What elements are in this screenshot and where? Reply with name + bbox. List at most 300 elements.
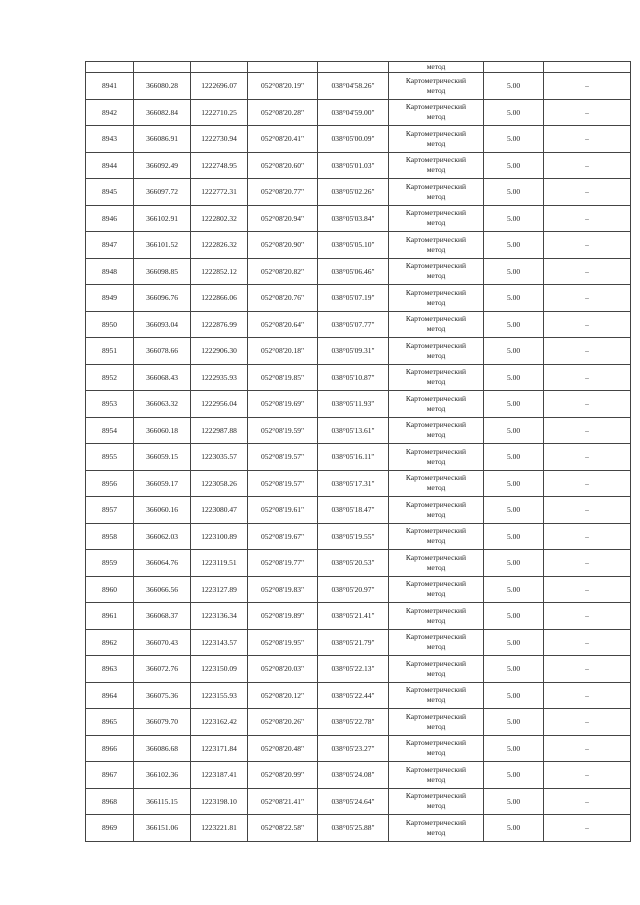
method-line1: Картометрический xyxy=(405,446,467,456)
table-row xyxy=(86,285,631,312)
cell-x: 366097.72 xyxy=(134,179,191,206)
method-line1: Картометрический xyxy=(405,791,467,801)
cell-latitude: 052°08'20.48" xyxy=(248,735,318,762)
method-line1: Картометрический xyxy=(405,605,467,615)
cell-method xyxy=(389,258,484,285)
cell-note: – xyxy=(544,152,631,179)
cell-longitude: 038°04'59.00" xyxy=(318,99,389,126)
cell-point-number: 8959 xyxy=(86,550,134,577)
cell-accuracy: 5.00 xyxy=(484,258,544,285)
cell-x: 366102.36 xyxy=(134,762,191,789)
cell-y: 1222852.12 xyxy=(191,258,248,285)
cell-longitude: 038°05'25.88" xyxy=(318,815,389,842)
cell-point-number: 8946 xyxy=(86,205,134,232)
cell-longitude: 038°05'11.93" xyxy=(318,391,389,418)
method-line1: Картометрический xyxy=(405,526,467,536)
cell-accuracy: 5.00 xyxy=(484,709,544,736)
cell-note: – xyxy=(544,364,631,391)
cell-method xyxy=(389,815,484,842)
cell-longitude: 038°05'23.27" xyxy=(318,735,389,762)
cell-y: 1222987.88 xyxy=(191,417,248,444)
method-line1: Картометрический xyxy=(405,340,467,350)
cell-x: 366075.36 xyxy=(134,682,191,709)
cell-accuracy: 5.00 xyxy=(484,523,544,550)
cell-x: 366059.15 xyxy=(134,444,191,471)
cell-note: – xyxy=(544,285,631,312)
method-line2: метод xyxy=(426,483,446,493)
cell-point-number: 8952 xyxy=(86,364,134,391)
cell-y: 1223171.84 xyxy=(191,735,248,762)
method-line2: метод xyxy=(426,350,446,360)
cell-longitude: 038°05'00.09" xyxy=(318,126,389,153)
cell-accuracy: 5.00 xyxy=(484,179,544,206)
cell-x: 366096.76 xyxy=(134,285,191,312)
cell-note: – xyxy=(544,762,631,789)
cell-note: – xyxy=(544,258,631,285)
cell-longitude: 038°05'21.79" xyxy=(318,629,389,656)
cell-note: – xyxy=(544,205,631,232)
cell-latitude: 052°08'19.83" xyxy=(248,576,318,603)
cell-method xyxy=(389,417,484,444)
table-row xyxy=(86,73,631,100)
cell-y: 1222866.06 xyxy=(191,285,248,312)
cell-note: – xyxy=(544,709,631,736)
cell-empty xyxy=(544,62,631,73)
cell-method xyxy=(389,391,484,418)
method-line1: Картометрический xyxy=(405,738,467,748)
cell-note: – xyxy=(544,232,631,259)
cell-method-tail: метод xyxy=(389,62,484,73)
cell-accuracy: 5.00 xyxy=(484,735,544,762)
cell-note: – xyxy=(544,391,631,418)
cell-accuracy: 5.00 xyxy=(484,126,544,153)
cell-y: 1222876.99 xyxy=(191,311,248,338)
cell-longitude: 038°05'02.26" xyxy=(318,179,389,206)
cell-latitude: 052°08'20.12" xyxy=(248,682,318,709)
cell-method xyxy=(389,205,484,232)
cell-latitude: 052°08'19.77" xyxy=(248,550,318,577)
cell-accuracy: 5.00 xyxy=(484,338,544,365)
method-line2: метод xyxy=(426,695,446,705)
continued-row xyxy=(86,62,631,73)
cell-y: 1223035.57 xyxy=(191,444,248,471)
cell-y: 1223187.41 xyxy=(191,762,248,789)
cell-longitude: 038°05'16.11" xyxy=(318,444,389,471)
cell-accuracy: 5.00 xyxy=(484,470,544,497)
cell-x: 366068.37 xyxy=(134,603,191,630)
cell-longitude: 038°05'22.13" xyxy=(318,656,389,683)
cell-note: – xyxy=(544,311,631,338)
cell-point-number: 8964 xyxy=(86,682,134,709)
method-line2: метод xyxy=(426,748,446,758)
cell-method xyxy=(389,497,484,524)
cell-longitude: 038°05'22.78" xyxy=(318,709,389,736)
cell-method xyxy=(389,576,484,603)
cell-accuracy: 5.00 xyxy=(484,788,544,815)
cell-x: 366115.15 xyxy=(134,788,191,815)
table-row xyxy=(86,735,631,762)
cell-empty xyxy=(484,62,544,73)
cell-point-number: 8958 xyxy=(86,523,134,550)
table-row xyxy=(86,444,631,471)
cell-x: 366101.52 xyxy=(134,232,191,259)
cell-note: – xyxy=(544,550,631,577)
cell-longitude: 038°05'01.03" xyxy=(318,152,389,179)
method-line2: метод xyxy=(426,456,446,466)
cell-note: – xyxy=(544,338,631,365)
cell-note: – xyxy=(544,682,631,709)
cell-x: 366098.85 xyxy=(134,258,191,285)
cell-method xyxy=(389,73,484,100)
cell-method xyxy=(389,364,484,391)
cell-accuracy: 5.00 xyxy=(484,285,544,312)
cell-longitude: 038°05'22.44" xyxy=(318,682,389,709)
cell-x: 366151.06 xyxy=(134,815,191,842)
method-line1: Картометрический xyxy=(405,817,467,827)
cell-note: – xyxy=(544,497,631,524)
cell-longitude: 038°05'24.64" xyxy=(318,788,389,815)
cell-note: – xyxy=(544,99,631,126)
cell-latitude: 052°08'20.28" xyxy=(248,99,318,126)
cell-point-number: 8943 xyxy=(86,126,134,153)
method-line2: метод xyxy=(426,509,446,519)
cell-point-number: 8968 xyxy=(86,788,134,815)
cell-longitude: 038°05'07.77" xyxy=(318,311,389,338)
cell-point-number: 8969 xyxy=(86,815,134,842)
cell-method xyxy=(389,550,484,577)
cell-longitude: 038°05'24.08" xyxy=(318,762,389,789)
cell-x: 366066.56 xyxy=(134,576,191,603)
method-line2: метод xyxy=(426,85,446,95)
cell-latitude: 052°08'20.82" xyxy=(248,258,318,285)
table-row xyxy=(86,152,631,179)
method-line2: метод xyxy=(426,324,446,334)
table-row xyxy=(86,126,631,153)
method-line1: Картометрический xyxy=(405,499,467,509)
table-row xyxy=(86,656,631,683)
cell-x: 366070.43 xyxy=(134,629,191,656)
cell-y: 1222748.95 xyxy=(191,152,248,179)
cell-note: – xyxy=(544,656,631,683)
cell-y: 1223162.42 xyxy=(191,709,248,736)
table-row xyxy=(86,788,631,815)
method-line1: Картометрический xyxy=(405,711,467,721)
cell-note: – xyxy=(544,73,631,100)
cell-accuracy: 5.00 xyxy=(484,232,544,259)
cell-empty xyxy=(134,62,191,73)
cell-method xyxy=(389,99,484,126)
method-line1: Картометрический xyxy=(405,234,467,244)
cell-point-number: 8962 xyxy=(86,629,134,656)
cell-point-number: 8949 xyxy=(86,285,134,312)
table-row xyxy=(86,603,631,630)
cell-longitude: 038°04'58.26" xyxy=(318,73,389,100)
cell-x: 366060.16 xyxy=(134,497,191,524)
cell-y: 1223150.09 xyxy=(191,656,248,683)
cell-y: 1222696.07 xyxy=(191,73,248,100)
cell-y: 1223198.10 xyxy=(191,788,248,815)
method-line2: метод xyxy=(426,827,446,837)
method-line2: метод xyxy=(426,801,446,811)
cell-latitude: 052°08'20.41" xyxy=(248,126,318,153)
cell-latitude: 052°08'20.60" xyxy=(248,152,318,179)
cell-latitude: 052°08'19.85" xyxy=(248,364,318,391)
cell-x: 366086.68 xyxy=(134,735,191,762)
cell-y: 1222802.32 xyxy=(191,205,248,232)
cell-point-number: 8951 xyxy=(86,338,134,365)
table-row xyxy=(86,470,631,497)
cell-latitude: 052°08'19.67" xyxy=(248,523,318,550)
method-line2: метод xyxy=(426,615,446,625)
cell-method xyxy=(389,656,484,683)
cell-longitude: 038°05'20.97" xyxy=(318,576,389,603)
cell-note: – xyxy=(544,126,631,153)
cell-method xyxy=(389,311,484,338)
cell-point-number: 8954 xyxy=(86,417,134,444)
cell-latitude: 052°08'21.41" xyxy=(248,788,318,815)
cell-method xyxy=(389,629,484,656)
method-line2: метод xyxy=(426,138,446,148)
cell-point-number: 8955 xyxy=(86,444,134,471)
cell-longitude: 038°05'13.61" xyxy=(318,417,389,444)
cell-point-number: 8961 xyxy=(86,603,134,630)
cell-y: 1222906.30 xyxy=(191,338,248,365)
method-line2: метод xyxy=(426,165,446,175)
method-line1: Картометрический xyxy=(405,75,467,85)
cell-latitude: 052°08'20.19" xyxy=(248,73,318,100)
method-line2: метод xyxy=(426,271,446,281)
method-line1: Картометрический xyxy=(405,420,467,430)
method-line1: Картометрический xyxy=(405,473,467,483)
method-line1: Картометрический xyxy=(405,208,467,218)
cell-longitude: 038°05'19.55" xyxy=(318,523,389,550)
cell-method xyxy=(389,735,484,762)
cell-note: – xyxy=(544,629,631,656)
cell-accuracy: 5.00 xyxy=(484,497,544,524)
cell-note: – xyxy=(544,735,631,762)
cell-point-number: 8948 xyxy=(86,258,134,285)
cell-empty xyxy=(318,62,389,73)
method-line1: Картометрический xyxy=(405,287,467,297)
cell-x: 366086.91 xyxy=(134,126,191,153)
table-row xyxy=(86,99,631,126)
method-line1: Картометрический xyxy=(405,314,467,324)
cell-method xyxy=(389,709,484,736)
cell-method xyxy=(389,682,484,709)
cell-accuracy: 5.00 xyxy=(484,311,544,338)
cell-y: 1222710.25 xyxy=(191,99,248,126)
cell-note: – xyxy=(544,444,631,471)
cell-note: – xyxy=(544,815,631,842)
cell-point-number: 8947 xyxy=(86,232,134,259)
cell-accuracy: 5.00 xyxy=(484,629,544,656)
table-row xyxy=(86,205,631,232)
cell-y: 1223127.89 xyxy=(191,576,248,603)
cell-latitude: 052°08'19.57" xyxy=(248,470,318,497)
cell-latitude: 052°08'20.99" xyxy=(248,762,318,789)
cell-y: 1223221.81 xyxy=(191,815,248,842)
cell-accuracy: 5.00 xyxy=(484,550,544,577)
cell-accuracy: 5.00 xyxy=(484,391,544,418)
cell-x: 366060.18 xyxy=(134,417,191,444)
cell-accuracy: 5.00 xyxy=(484,682,544,709)
cell-y: 1223080.47 xyxy=(191,497,248,524)
method-line1: Картометрический xyxy=(405,632,467,642)
cell-latitude: 052°08'20.03" xyxy=(248,656,318,683)
cell-x: 366068.43 xyxy=(134,364,191,391)
cell-point-number: 8960 xyxy=(86,576,134,603)
method-line2: метод xyxy=(426,642,446,652)
method-line2: метод xyxy=(426,244,446,254)
cell-point-number: 8967 xyxy=(86,762,134,789)
table-row xyxy=(86,311,631,338)
cell-note: – xyxy=(544,523,631,550)
cell-accuracy: 5.00 xyxy=(484,815,544,842)
cell-point-number: 8941 xyxy=(86,73,134,100)
cell-latitude: 052°08'20.26" xyxy=(248,709,318,736)
cell-point-number: 8950 xyxy=(86,311,134,338)
cell-note: – xyxy=(544,417,631,444)
method-line2: метод xyxy=(426,191,446,201)
cell-y: 1223100.89 xyxy=(191,523,248,550)
method-line2: метод xyxy=(426,112,446,122)
cell-method xyxy=(389,470,484,497)
method-line1: Картометрический xyxy=(405,393,467,403)
cell-y: 1223155.93 xyxy=(191,682,248,709)
cell-latitude: 052°08'19.69" xyxy=(248,391,318,418)
cell-method xyxy=(389,603,484,630)
cell-y: 1222956.04 xyxy=(191,391,248,418)
cell-y: 1223136.34 xyxy=(191,603,248,630)
cell-latitude: 052°08'20.77" xyxy=(248,179,318,206)
cell-accuracy: 5.00 xyxy=(484,576,544,603)
cell-method xyxy=(389,126,484,153)
table-row xyxy=(86,417,631,444)
cell-method xyxy=(389,179,484,206)
cell-x: 366093.04 xyxy=(134,311,191,338)
cell-longitude: 038°05'06.46" xyxy=(318,258,389,285)
cell-accuracy: 5.00 xyxy=(484,603,544,630)
cell-note: – xyxy=(544,788,631,815)
table-row xyxy=(86,497,631,524)
table-row xyxy=(86,364,631,391)
cell-point-number: 8957 xyxy=(86,497,134,524)
method-line1: Картометрический xyxy=(405,685,467,695)
cell-note: – xyxy=(544,603,631,630)
cell-method xyxy=(389,152,484,179)
cell-x: 366082.84 xyxy=(134,99,191,126)
cell-accuracy: 5.00 xyxy=(484,762,544,789)
cell-method xyxy=(389,523,484,550)
cell-latitude: 052°08'20.90" xyxy=(248,232,318,259)
table-row xyxy=(86,391,631,418)
cell-method xyxy=(389,762,484,789)
cell-x: 366062.03 xyxy=(134,523,191,550)
cell-point-number: 8963 xyxy=(86,656,134,683)
method-line2: метод xyxy=(426,377,446,387)
cell-x: 366092.49 xyxy=(134,152,191,179)
table-row xyxy=(86,629,631,656)
table-row xyxy=(86,523,631,550)
cell-latitude: 052°08'19.59" xyxy=(248,417,318,444)
cell-y: 1223119.51 xyxy=(191,550,248,577)
cell-accuracy: 5.00 xyxy=(484,73,544,100)
table-row xyxy=(86,576,631,603)
cell-point-number: 8953 xyxy=(86,391,134,418)
cell-method xyxy=(389,338,484,365)
cell-y: 1222730.94 xyxy=(191,126,248,153)
cell-latitude: 052°08'22.58" xyxy=(248,815,318,842)
cell-x: 366072.76 xyxy=(134,656,191,683)
method-line1: Картометрический xyxy=(405,764,467,774)
cell-latitude: 052°08'20.18" xyxy=(248,338,318,365)
cell-x: 366064.76 xyxy=(134,550,191,577)
cell-note: – xyxy=(544,576,631,603)
cell-accuracy: 5.00 xyxy=(484,99,544,126)
cell-latitude: 052°08'19.57" xyxy=(248,444,318,471)
cell-x: 366079.70 xyxy=(134,709,191,736)
cell-method xyxy=(389,285,484,312)
cell-x: 366059.17 xyxy=(134,470,191,497)
cell-x: 366080.28 xyxy=(134,73,191,100)
method-line1: Картометрический xyxy=(405,579,467,589)
table-row xyxy=(86,709,631,736)
cell-empty xyxy=(86,62,134,73)
method-line1: Картометрический xyxy=(405,102,467,112)
cell-y: 1222772.31 xyxy=(191,179,248,206)
cell-latitude: 052°08'20.64" xyxy=(248,311,318,338)
cell-y: 1222826.32 xyxy=(191,232,248,259)
method-line1: Картометрический xyxy=(405,552,467,562)
method-line1: Картометрический xyxy=(405,128,467,138)
table-body xyxy=(86,62,631,842)
cell-accuracy: 5.00 xyxy=(484,364,544,391)
cell-latitude: 052°08'19.89" xyxy=(248,603,318,630)
method-line1: Картометрический xyxy=(405,367,467,377)
method-line2: метод xyxy=(426,721,446,731)
table-row xyxy=(86,550,631,577)
cell-point-number: 8965 xyxy=(86,709,134,736)
method-line2: метод xyxy=(426,774,446,784)
table-row xyxy=(86,682,631,709)
table-row xyxy=(86,815,631,842)
cell-point-number: 8945 xyxy=(86,179,134,206)
method-line1: Картометрический xyxy=(405,155,467,165)
cell-point-number: 8942 xyxy=(86,99,134,126)
cell-method xyxy=(389,444,484,471)
cell-longitude: 038°05'21.41" xyxy=(318,603,389,630)
cell-x: 366102.91 xyxy=(134,205,191,232)
cell-accuracy: 5.00 xyxy=(484,152,544,179)
cell-point-number: 8944 xyxy=(86,152,134,179)
coordinates-table xyxy=(85,61,631,842)
cell-y: 1223058.26 xyxy=(191,470,248,497)
method-line1: Картометрический xyxy=(405,261,467,271)
cell-note: – xyxy=(544,179,631,206)
cell-x: 366063.32 xyxy=(134,391,191,418)
method-line2: метод xyxy=(426,403,446,413)
cell-latitude: 052°08'19.95" xyxy=(248,629,318,656)
cell-longitude: 038°05'17.31" xyxy=(318,470,389,497)
cell-latitude: 052°08'20.76" xyxy=(248,285,318,312)
cell-note: – xyxy=(544,470,631,497)
method-line2: метод xyxy=(426,430,446,440)
method-line2: метод xyxy=(426,589,446,599)
cell-accuracy: 5.00 xyxy=(484,205,544,232)
cell-longitude: 038°05'20.53" xyxy=(318,550,389,577)
cell-latitude: 052°08'20.94" xyxy=(248,205,318,232)
method-line2: метод xyxy=(426,297,446,307)
